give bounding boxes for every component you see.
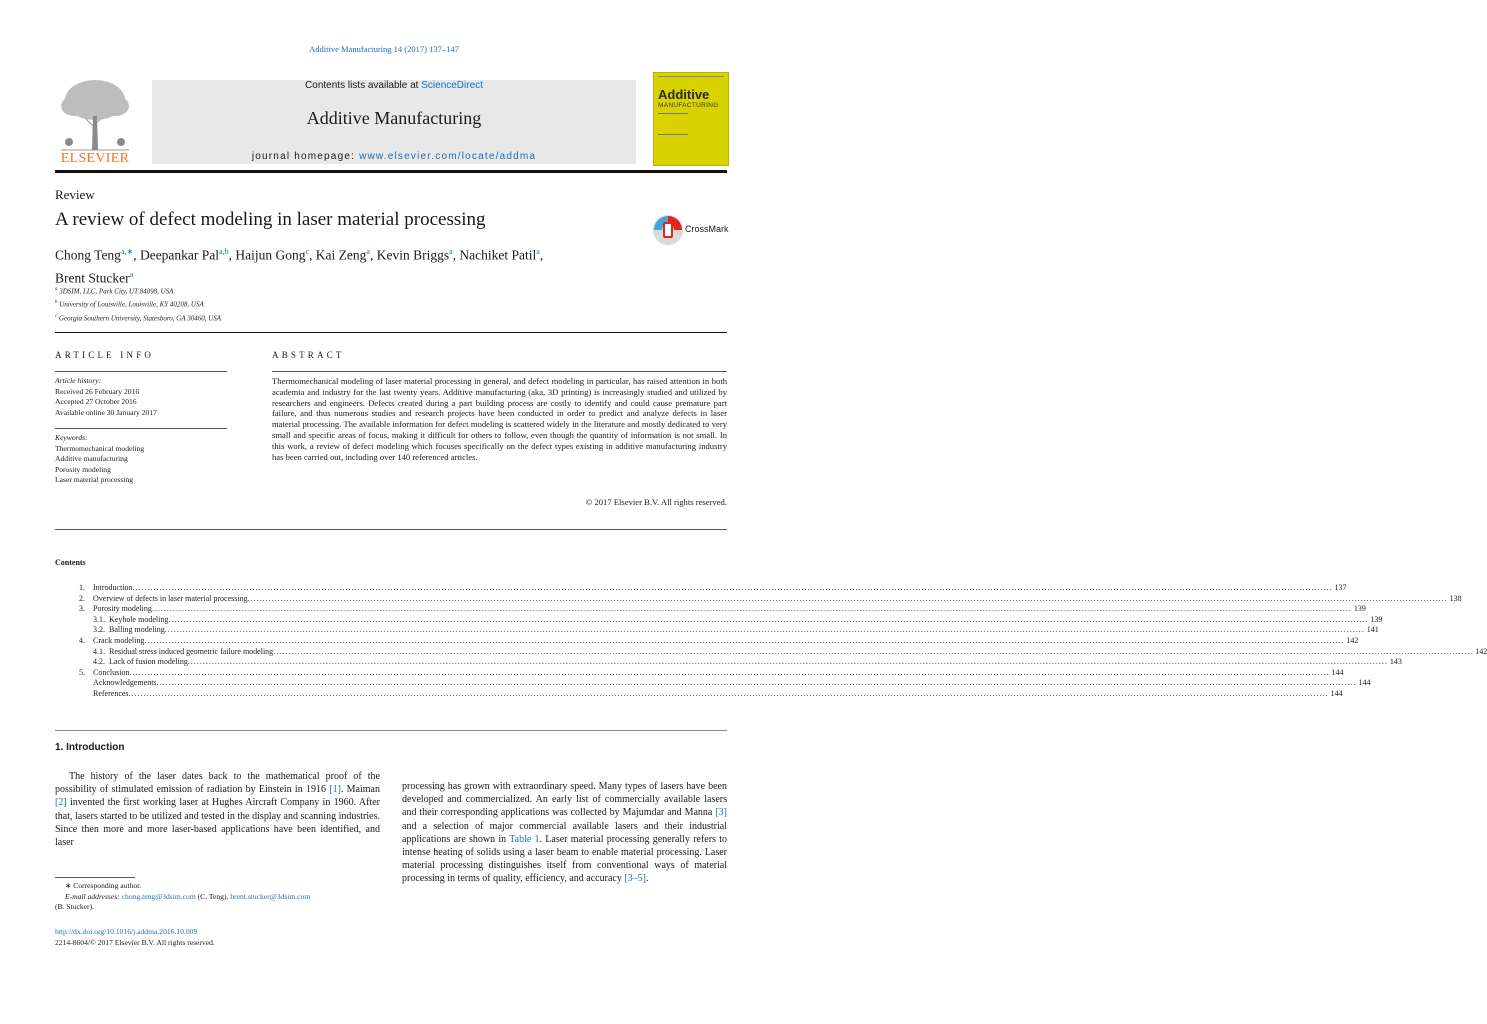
author-separator: , (133, 247, 140, 263)
issn-copyright: 2214-8604/© 2017 Elsevier B.V. All rights reserved. (55, 937, 215, 947)
article-type: Review (55, 187, 95, 202)
author-affiliation-marker[interactable]: c (305, 247, 310, 256)
toc-page-number[interactable]: 144 (1358, 678, 1371, 688)
email-name-teng: (C. Teng), (197, 891, 229, 901)
cover-text-block (658, 113, 688, 135)
author-affiliation-marker[interactable]: a (449, 247, 453, 256)
body-text: The history of the laser dates back to the mathematical proof of the possibility of stimulated emission of radiation by Einstein in 1916 (55, 771, 380, 796)
toc-title[interactable]: Residual stress induced geometric failure modeling (109, 646, 274, 656)
cover-top-rule (658, 76, 724, 80)
doi-link[interactable]: http://dx.doi.org/10.1016/j.addma.2016.10.009 (55, 927, 198, 936)
journal-homepage (152, 151, 636, 162)
affiliation-text: Georgia Southern University, Statesboro, GA 30460, USA (58, 313, 222, 322)
masthead-rule (55, 170, 727, 173)
citation-link[interactable]: [1] (329, 784, 341, 796)
author-separator: , (228, 247, 236, 263)
author-affiliation-marker[interactable]: a (129, 269, 134, 279)
contents-prefix: Contents lists available at (305, 80, 419, 91)
affiliation-text: University of Louisville, Louisville, KY 40208, USA (59, 300, 204, 309)
toc-leader-dots: ................................................................................................................................................................................................................................................................................................................................................................................................................ (273, 646, 1474, 656)
journal-reference[interactable] (0, 44, 768, 54)
body-text: . Laser material processing generally refers to intense heating of solids using a laser beam to enable material processing. Laser material processing distinguishes itself from conventional ways of material processing in terms of quality, efficiency, and accuracy (402, 833, 727, 885)
toc-number: 2. (79, 593, 85, 603)
toc-entry[interactable] (55, 667, 1344, 679)
citation-link[interactable]: [2] (55, 797, 67, 809)
author-name[interactable]: Haijun Gong (235, 247, 306, 263)
toc-title[interactable]: References (93, 688, 129, 698)
article-history (55, 376, 157, 418)
title-rule (55, 332, 727, 333)
cover-subtitle: MANUFACTURING (658, 102, 719, 109)
article-info-rule (55, 371, 227, 372)
author-name[interactable]: Kevin Briggs (376, 247, 450, 263)
contents-heading: Contents (55, 558, 86, 567)
toc-entry[interactable] (55, 646, 1487, 658)
author-affiliation-marker[interactable]: a,b (219, 247, 229, 256)
history-received: Received 26 February 2016 (55, 386, 140, 396)
author-separator: , (369, 247, 377, 263)
keyword: Porosity modeling (55, 464, 111, 474)
contents-availability (152, 80, 636, 91)
abstract-bottom-rule (55, 529, 727, 530)
crossmark-icon (652, 213, 684, 247)
crossmark-badge[interactable] (652, 213, 732, 247)
affiliation-list (55, 284, 221, 324)
corresponding-author-note: ∗ Corresponding author. (65, 881, 142, 890)
toc-entry[interactable] (55, 614, 1383, 626)
toc-page-number[interactable]: 144 (1330, 688, 1343, 698)
author-separator: , (539, 247, 544, 263)
body-text: and a selection of major commercial available lasers and their industrial applications are shown in (402, 820, 727, 845)
history-online: Available online 30 January 2017 (55, 407, 157, 417)
abstract-copyright: © 2017 Elsevier B.V. All rights reserved. (585, 497, 727, 507)
email-link-stucker[interactable]: brent.stucker@3dsim.com (230, 891, 311, 901)
doi-block (55, 927, 215, 948)
toc-leader-dots: ................................................................................................................................................................................................................................................................................................................................................................................................................ (164, 625, 1365, 635)
author-affiliation-marker[interactable]: a (366, 247, 370, 256)
toc-page-number[interactable]: 139 (1370, 614, 1383, 624)
toc-entry[interactable] (55, 635, 1359, 647)
intro-paragraph-right (402, 780, 727, 886)
footnote-rule (55, 877, 135, 878)
article-title: A review of defect modeling in laser material processing (55, 209, 486, 230)
author-name[interactable]: Chong Teng (55, 247, 121, 263)
toc-leader-dots: ................................................................................................................................................................................................................................................................................................................................................................................................................ (151, 604, 1352, 614)
toc-leader-dots: ................................................................................................................................................................................................................................................................................................................................................................................................................ (187, 657, 1388, 667)
keyword: Additive manufacturing (55, 454, 128, 464)
affiliation-marker: a (55, 287, 58, 292)
toc-title[interactable]: Balling modeling (109, 625, 165, 635)
toc-title[interactable]: Introduction (93, 583, 133, 592)
keywords-rule (55, 428, 227, 429)
toc-page-number[interactable]: 143 (1389, 657, 1402, 667)
author-separator: , (452, 247, 460, 263)
keyword: Laser material processing (55, 475, 134, 485)
toc-number: 3.1. (93, 614, 105, 624)
toc-title[interactable]: Acknowledgements (93, 678, 157, 688)
toc-title[interactable]: Overview of defects in laser material processing (93, 593, 248, 603)
toc-page-number[interactable]: 139 (1353, 604, 1366, 614)
email-link-teng[interactable]: chong.teng@3dsim.com (121, 891, 196, 901)
affiliation (55, 297, 221, 310)
toc-number: 3. (79, 604, 85, 614)
elsevier-wordmark: ELSEVIER (60, 151, 130, 166)
homepage-prefix: journal homepage: (251, 151, 356, 162)
author-name[interactable]: Kai Zeng (315, 247, 367, 263)
author-list (55, 242, 655, 287)
author-affiliation-marker[interactable]: a,∗ (120, 247, 134, 256)
citation-link[interactable]: Table 1 (509, 833, 540, 845)
toc-entry[interactable] (55, 583, 1347, 594)
keywords-label: Keywords: (55, 433, 88, 442)
toc-leader-dots: ................................................................................................................................................................................................................................................................................................................................................................................................................ (129, 667, 1330, 677)
toc-page-number[interactable]: 141 (1366, 625, 1379, 635)
body-text: processing has grown with extraordinary speed. Many types of lasers have been developed and commercialized. An early list of commercially available lasers and their corresponding applications was collected by Majumdar and Manna (402, 781, 727, 819)
toc-title[interactable]: Crack modeling (93, 635, 145, 645)
toc-number: 4. (79, 635, 85, 645)
toc-title[interactable]: Conclusion (93, 667, 130, 677)
toc-page-number[interactable]: 137 (1334, 583, 1347, 592)
citation-link[interactable]: [3–5] (624, 873, 646, 885)
article-info-heading: ARTICLE INFO (55, 350, 155, 360)
email-label: E-mail addresses: (65, 891, 120, 901)
affiliation-marker: b (55, 300, 58, 306)
author-name[interactable]: Nachiket Patil (459, 247, 537, 263)
toc-number: 1. (79, 583, 85, 592)
toc-leader-dots: ................................................................................................................................................................................................................................................................................................................................................................................................................ (156, 678, 1357, 688)
toc-number: 4.1. (93, 646, 105, 656)
toc-number: 5. (79, 667, 85, 677)
toc-title[interactable]: Porosity modeling (93, 604, 152, 614)
affiliation (55, 284, 221, 297)
intro-paragraph-left (55, 770, 380, 849)
history-accepted: Accepted 27 October 2016 (55, 397, 137, 407)
affiliation-text: 3DSIM, LLC, Park City, UT 84098, USA (59, 287, 174, 296)
toc-entry[interactable] (55, 593, 1462, 605)
history-label: Article history: (55, 376, 102, 385)
toc-leader-dots: ................................................................................................................................................................................................................................................................................................................................................................................................................ (132, 583, 1333, 592)
author-affiliation-marker[interactable]: a (536, 247, 540, 256)
abstract-text: Thermomechanical modeling of laser material processing in general, and defect modeling in particular, has raised attention in both academia and industry for the last twenty years. Additive manufacturing (aka, 3D printing) is increasingly studied and utilized by researchers and engineers. Defects created during a part building process are costly to identify and could cause premature part failure, and thus numerous studies and research projects have been conducted in order to predict and analyze defects in laser material processing. The available information for defect modeling is scattered widely in the literature and mostly dedicated to very small and specific areas of focus, making it difficult for others to follow, even though the quantity of information is not small. In this work, a review of defect modeling which focuses specifically on the defect types existing in additive manufacturing industry has been carried out, including over 140 referenced articles. (272, 376, 727, 462)
crossmark-label: CrossMark (685, 224, 729, 234)
footnotes (55, 881, 385, 913)
author-name[interactable]: Deepankar Pal (139, 247, 220, 263)
body-text: invented the first working laser at Hughes Aircraft Company in 1960. After that, lasers started to be utilized and tested in the display and scanning industries. Since then more and more laser-based applications have been identified, and laser (55, 797, 380, 849)
toc-entry[interactable] (55, 688, 1343, 700)
journal-reference-link[interactable]: Additive Manufacturing 14 (2017) 137–147 (309, 44, 459, 54)
author-name[interactable]: Brent Stucker (55, 270, 130, 285)
toc-page-number[interactable]: 144 (1331, 667, 1344, 677)
email-name-stucker: (B. Stucker). (55, 902, 95, 911)
toc-leader-dots: ................................................................................................................................................................................................................................................................................................................................................................................................................ (128, 688, 1329, 698)
abstract-heading: ABSTRACT (272, 350, 345, 360)
toc-title[interactable]: Keyhole modeling (109, 614, 169, 624)
contents-rule (55, 730, 727, 731)
affiliation-marker: c (55, 313, 58, 319)
toc-leader-dots: ................................................................................................................................................................................................................................................................................................................................................................................................................ (247, 593, 1448, 603)
homepage-link[interactable]: www.elsevier.com/locate/addma (359, 151, 537, 162)
toc-page-number[interactable]: 138 (1449, 593, 1462, 603)
cover-title: Additive (658, 87, 710, 102)
abstract-rule (272, 371, 727, 372)
toc-entry[interactable] (55, 678, 1371, 689)
affiliation (55, 311, 221, 324)
journal-cover-image[interactable] (653, 72, 729, 166)
toc-title[interactable]: Lack of fusion modeling (109, 657, 188, 667)
body-text: . (646, 873, 649, 885)
table-of-contents (55, 583, 1487, 700)
toc-number: 4.2. (93, 657, 105, 667)
toc-number: 3.2. (93, 625, 105, 635)
email-addresses (55, 892, 385, 903)
toc-page-number[interactable]: 142 (1475, 646, 1487, 656)
section-heading-introduction: 1. Introduction (55, 742, 125, 753)
toc-leader-dots: ................................................................................................................................................................................................................................................................................................................................................................................................................ (168, 614, 1369, 624)
toc-page-number[interactable]: 142 (1346, 635, 1359, 645)
keywords (55, 433, 144, 486)
body-text: . Maiman (340, 784, 380, 796)
sciencedirect-link[interactable]: ScienceDirect (421, 80, 483, 91)
citation-link[interactable]: [3] (715, 807, 727, 819)
keyword: Thermomechanical modeling (55, 443, 145, 453)
toc-leader-dots: ................................................................................................................................................................................................................................................................................................................................................................................................................ (144, 635, 1345, 645)
author-separator: , (309, 247, 316, 263)
journal-title: Additive Manufacturing (306, 108, 482, 128)
toc-entry[interactable] (55, 625, 1379, 636)
toc-entry[interactable] (55, 657, 1402, 668)
toc-entry[interactable] (55, 604, 1366, 615)
